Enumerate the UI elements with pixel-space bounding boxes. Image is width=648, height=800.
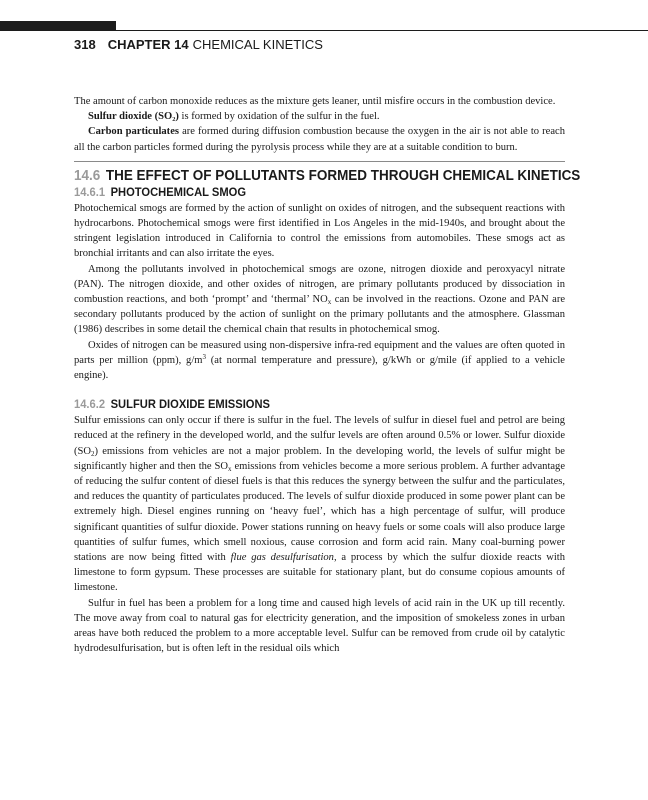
paragraph: Oxides of nitrogen can be measured using non-dispersive infra-red equipment and the values are often quoted in parts per million (ppm), $g/m^3$ (at normal temperature and pressure), g/kWh or g/mile (if applied to a vehicle engine). <box>74 339 565 382</box>
carbon-particulates-term: Carbon particulates <box>88 126 179 138</box>
section-number: 14.6 <box>74 167 101 184</box>
chapter-title: CHEMICAL KINETICS <box>192 37 323 52</box>
page-number: 318 <box>74 37 96 52</box>
subsection-title: SULFUR DIOXIDE EMISSIONS <box>110 397 270 412</box>
paragraph: Sulfur emissions can only occur if there is sulfur in the fuel. The levels of sulfur in diesel fuel and petrol are being reduced at the refinery in the developed world, and the sulfur levels are often around 0.5% or lower. Sulfur dioxide $(SO_2)$ emissions from vehicles are not a major problem. In the developing world, the levels of sulfur might be significantly higher and then the $SO_x$ emissions from vehicles become a more serious problem. A further advantage of reducing the sulfur content of diesel fuels is that this reduces the synergy between the sulfur and the particulates, and reduces the quantity of particulates produced. The levels of sulfur dioxide produced in some power plant can be extremely high. Diesel engines running on ‘heavy fuel’, which has a high percentage of sulfur, will produce significant quantities of sulfur dioxide. Power stations running on heavy fuels or some coals will also produce large quantities of sulfur fumes, which smell noxious, cause corrosion and form acid rain. Many coal-burning power stations are now being fitted with flue gas desulfurisation, a process by which the sulfur dioxide reacts with limestone to form gypsum. These processes are suitable for stationary plant, but do consume copious amounts of limestone. <box>74 415 566 594</box>
section-rule <box>74 161 565 162</box>
sulfur-dioxide-paragraph: Sulfur dioxide (SO₂) is formed by oxidation of the sulfur in the fuel. <box>88 111 380 123</box>
paragraph: Among the pollutants involved in photochemical smogs are ozone, nitrogen dioxide and peroxyacyl nitrate (PAN). The nitrogen dioxide, and other oxides of nitrogen, are primary pollutants produced by dissociation in combustion reactions, and both ‘prompt’ and ‘thermal’ $NO_x$ can be involved in the reactions. Ozone and PAN are secondary pollutants produced by the action of sunlight on the primary pollutants and the atmosphere. Glassman (1986) describes in some detail the chemical chain that results in photochemical smog. <box>74 263 566 336</box>
paragraph: Sulfur in fuel has been a problem for a long time and caused high levels of acid rain in the UK up till recently. The move away from coal to natural gas for electricity generation, and the imposition of smokeless zones in urban areas have both reduced the problem to a more acceptable level. Sulfur can be removed from crude oil by catalytic hydrodesulfurisation, but is often left in the residual oils which <box>74 597 565 655</box>
running-header <box>74 37 323 52</box>
subsection-title: PHOTOCHEMICAL SMOG <box>110 184 247 199</box>
section-title: THE EFFECT OF POLLUTANTS FORMED THROUGH CHEMICAL KINETICS <box>105 167 581 184</box>
subsection-heading-sulfur-dioxide <box>74 396 531 413</box>
page-body <box>74 94 581 657</box>
section-heading <box>74 168 599 184</box>
header-rule <box>116 30 648 31</box>
header-bar <box>0 21 116 31</box>
paragraph: Photochemical smogs are formed by the action of sunlight on oxides of nitrogen, and the subsequent reactions with hydrocarbons. Photochemical smogs were first identified in Los Angeles in the mid-1940s, and brought about the stringent legislation introduced in California to control the emissions from automobiles. These smogs act as bronchial irritants and can also irritate the eyes. <box>74 202 565 260</box>
subsection-number: 14.6.1 <box>74 184 106 199</box>
subsection-number: 14.6.2 <box>74 397 106 412</box>
sulfur-dioxide-term: Sulfur dioxide (SO₂) <box>88 111 179 123</box>
chapter-label: CHAPTER 14 <box>107 37 189 52</box>
subsection-heading-photochemical-smog <box>74 184 531 201</box>
italic-term: flue gas desulfurisation, <box>230 552 337 564</box>
intro-paragraph: The amount of carbon monoxide reduces as the mixture gets leaner, until misfire occurs in the combustion device. <box>74 96 556 107</box>
carbon-particulates-paragraph: Carbon particulates are formed during diffusion combustion because the oxygen in the air is not able to reach all the carbon particles formed during the pyrolysis process while they are at a suitable condition to burn. <box>74 126 566 153</box>
